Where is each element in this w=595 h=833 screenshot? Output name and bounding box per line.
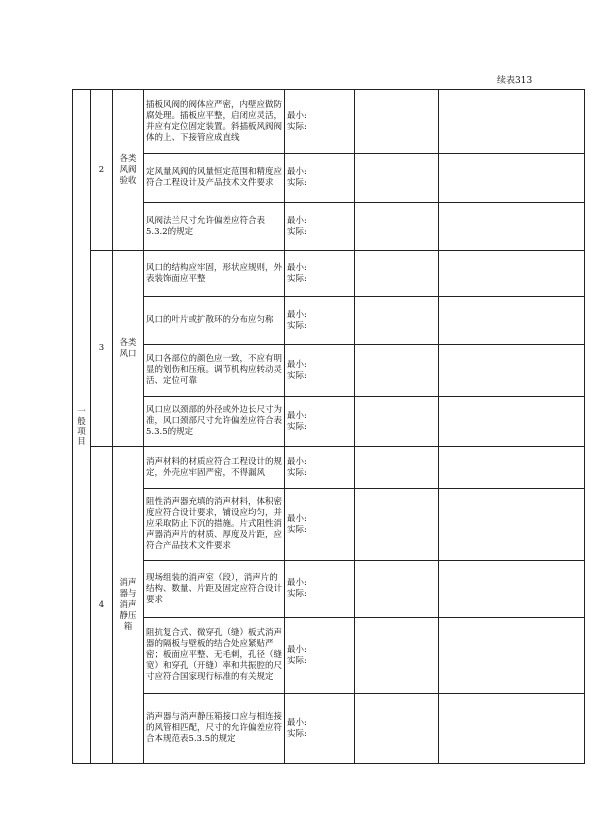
- measure-cell: [285, 447, 355, 489]
- result-cell: [355, 345, 439, 397]
- min-label: 最小:: [287, 359, 307, 370]
- continued-table-label: 续表313: [497, 76, 533, 86]
- group-number-cell: 3: [91, 251, 113, 447]
- item-description: 风阀法兰尺寸允许偏差应符合表5.3.2的规定: [144, 203, 285, 251]
- result-cell: [355, 203, 439, 251]
- actual-label: 实际:: [287, 273, 307, 284]
- remark-cell: [439, 397, 585, 447]
- min-label: 最小:: [287, 644, 307, 655]
- remark-cell: [439, 251, 585, 297]
- actual-label: 实际:: [287, 121, 307, 132]
- remark-cell: [439, 90, 585, 154]
- measure-cell: [285, 618, 355, 694]
- inspection-table: [72, 89, 585, 764]
- result-cell: [355, 618, 439, 694]
- group-name-cell: [113, 90, 144, 251]
- min-label: 最小:: [287, 309, 307, 320]
- group-number-cell: 2: [91, 90, 113, 251]
- main-category-cell: [73, 90, 91, 764]
- table-row: [73, 90, 585, 154]
- remark-cell: [439, 297, 585, 345]
- table-row: [73, 345, 585, 397]
- measure-cell: [285, 203, 355, 251]
- item-description: 风口各部位的颜色应一致，不应有明显的划伤和压痕。调节机构应转动灵活、定位可靠: [144, 345, 285, 397]
- group-name-cell: [113, 251, 144, 447]
- table-row: [73, 618, 585, 694]
- item-description: 插板风阀的阀体应严密，内壁应做防腐处理。插板应平整，启闭应灵活，并应有定位固定装置。斜插板风阀阀体的上、下接管应成直线: [144, 90, 285, 154]
- result-cell: [355, 154, 439, 203]
- measure-cell: [285, 251, 355, 297]
- item-description: 消声器与消声静压箱接口应与相连接的风管相匹配，尺寸的允许偏差应符合本规范表5.3.5的规定: [144, 694, 285, 764]
- actual-label: 实际:: [287, 655, 307, 666]
- remark-cell: [439, 154, 585, 203]
- actual-label: 实际:: [287, 467, 307, 478]
- item-description: 定风量风阀的风量恒定范围和精度应符合工程设计及产品技术文件要求: [144, 154, 285, 203]
- measure-cell: [285, 90, 355, 154]
- remark-cell: [439, 345, 585, 397]
- result-cell: [355, 561, 439, 618]
- actual-label: 实际:: [287, 421, 307, 432]
- measure-cell: [285, 694, 355, 764]
- min-label: 最小:: [287, 110, 307, 121]
- min-label: 最小:: [287, 215, 307, 226]
- result-cell: [355, 694, 439, 764]
- item-description: 阻抗复合式、微穿孔（缝）板式消声器的隔板与壁板的结合处应紧贴严密；板面应平整、无毛刺，孔径（缝宽）和穿孔（开缝）率和共振腔的尺寸应符合国家现行标准的有关规定: [144, 618, 285, 694]
- group-name: 消声器与消声静压箱: [119, 577, 137, 632]
- group-name: 各类风口: [119, 337, 137, 359]
- actual-label: 实际:: [287, 226, 307, 237]
- table-row: [73, 154, 585, 203]
- table-row: [73, 203, 585, 251]
- measure-cell: [285, 297, 355, 345]
- min-label: 最小:: [287, 167, 307, 177]
- remark-cell: [439, 489, 585, 561]
- min-label: 最小:: [287, 456, 307, 467]
- group-number-cell: 4: [91, 447, 113, 764]
- measure-cell: [285, 345, 355, 397]
- item-description: 阻性消声器充填的消声材料，体积密度应符合设计要求，铺设应均匀，并应采取防止下沉的措施。片式阻性消声器消声片的材质、厚度及片距，应符合产品技术文件要求: [144, 489, 285, 561]
- remark-cell: [439, 203, 585, 251]
- actual-label: 实际:: [287, 320, 307, 331]
- result-cell: [355, 251, 439, 297]
- measure-cell: [285, 154, 355, 203]
- remark-cell: [439, 618, 585, 694]
- remark-cell: [439, 561, 585, 618]
- remark-cell: [439, 694, 585, 764]
- table-row: [73, 251, 585, 297]
- result-cell: [355, 447, 439, 489]
- item-description: 风口应以颈部的外径或外边长尺寸为准，风口颈部尺寸允许偏差应符合表5.3.5的规定: [144, 397, 285, 447]
- result-cell: [355, 397, 439, 447]
- min-label: 最小:: [287, 410, 307, 421]
- result-cell: [355, 297, 439, 345]
- item-description: 消声材料的材质应符合工程设计的规定，外壳应牢固严密，不得漏风: [144, 447, 285, 489]
- main-category-label: 一般项目: [77, 406, 86, 447]
- table-row: [73, 561, 585, 618]
- item-description: 风口的结构应牢固，形状应规则，外表装饰面应平整: [144, 251, 285, 297]
- measure-cell: [285, 397, 355, 447]
- min-label: 最小:: [287, 513, 307, 524]
- result-cell: [355, 489, 439, 561]
- actual-label: 实际:: [287, 524, 307, 535]
- table-row: [73, 447, 585, 489]
- actual-label: 实际:: [287, 589, 307, 599]
- result-cell: [355, 90, 439, 154]
- min-label: 最小:: [287, 262, 307, 273]
- measure-cell: [285, 489, 355, 561]
- min-label: 最小:: [287, 717, 307, 728]
- group-name: 各类风阀验收: [119, 153, 137, 186]
- table-row: [73, 297, 585, 345]
- table-row: [73, 489, 585, 561]
- actual-label: 实际:: [287, 728, 307, 739]
- actual-label: 实际:: [287, 178, 307, 188]
- group-name-cell: [113, 447, 144, 764]
- remark-cell: [439, 447, 585, 489]
- item-description: 现场组装的消声室（段），消声片的结构、数量、片距及固定应符合设计要求: [144, 561, 285, 618]
- item-description: 风口的叶片或扩散环的分布应匀称: [144, 297, 285, 345]
- table-row: [73, 397, 585, 447]
- table-row: [73, 694, 585, 764]
- min-label: 最小:: [287, 578, 307, 588]
- measure-cell: [285, 561, 355, 618]
- actual-label: 实际:: [287, 370, 307, 381]
